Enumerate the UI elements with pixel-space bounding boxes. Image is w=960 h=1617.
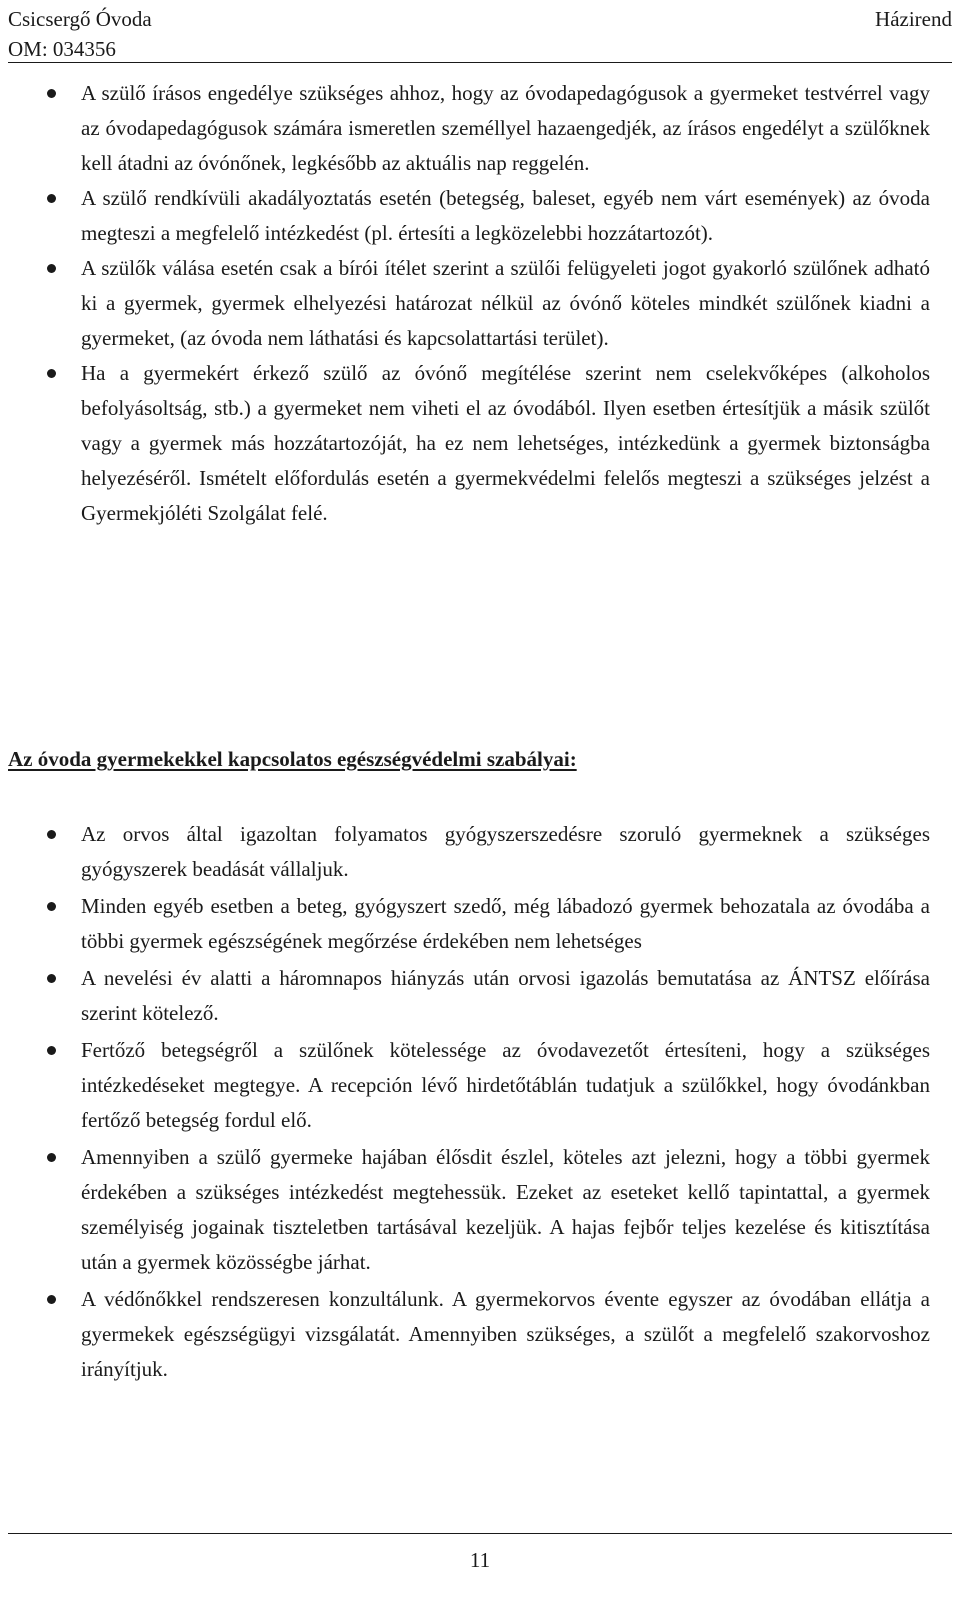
section-heading: Az óvoda gyermekekkel kapcsolatos egészségvédelmi szabályai:	[8, 747, 577, 771]
health-rules-list	[81, 817, 930, 1389]
list-item	[81, 1140, 930, 1280]
list-item-text: Az orvos által igazoltan folyamatos gyógyszerszedésre szoruló gyermeknek a szükséges gyógyszerek beadását vállaljuk.	[81, 822, 930, 881]
page-number: 11	[469, 1548, 491, 1572]
list-item	[81, 76, 930, 181]
list-item	[81, 817, 930, 887]
bullet-icon	[47, 1046, 56, 1055]
header-document-title: Házirend	[875, 7, 952, 31]
list-item	[81, 1282, 930, 1387]
list-item-text: A szülő írásos engedélye szükséges ahhoz, hogy az óvodapedagógusok a gyermeket testvérrel vagy az óvodapedagógusok számára ismeretlen személlyel hazaengedjék, az írásos engedélyt a szülőknek kell átadni az óvónőnek, legkésőbb az aktuális nap reggelén.	[81, 81, 930, 175]
list-item-text: Minden egyéb esetben a beteg, gyógyszert szedő, még lábadozó gyermek behozatala az óvodába a többi gyermek egészségének megőrzése érdekében nem lehetséges	[81, 894, 930, 953]
list-item-text: Fertőző betegségről a szülőnek kötelessége az óvodavezetőt értesíteni, hogy a szükséges intézkedéseket megtegye. A recepción lévő hirdetőtáblán tudatjuk a szülőkkel, hogy óvodánkban fertőző betegség fordul elő.	[81, 1038, 930, 1132]
parent-rules-list	[81, 76, 930, 531]
list-item	[81, 356, 930, 531]
list-item	[81, 889, 930, 959]
list-item	[81, 181, 930, 251]
bullet-icon	[47, 369, 56, 378]
list-item-text: Amennyiben a szülő gyermeke hajában élősdit észlel, köteles azt jelezni, hogy a többi gyermek érdekében a szükséges intézkedést megtehessük. Ezeket az eseteket kellő tapintattal, a gyermek személyiség jogainak tiszteletben tartásával kezeljük. A hajas fejbőr teljes kezelése és kitisztítása után a gyermek közösségbe járhat.	[81, 1145, 930, 1274]
bullet-icon	[47, 1153, 56, 1162]
list-item-text: A szülők válása esetén csak a bírói ítélet szerint a szülői felügyeleti jogot gyakorló szülőnek adható ki a gyermek, gyermek elhelyezési határozat nélkül az óvónő köteles mindkét szülőnek kiadni a gyermeket, (az óvoda nem láthatási és kapcsolattartási terület).	[81, 256, 930, 350]
list-item-text: Ha a gyermekért érkező szülő az óvónő megítélése szerint nem cselekvőképes (alkoholos befolyásoltság, stb.) a gyermeket nem viheti el az óvodából. Ilyen esetben értesítjük a másik szülőt vagy a gyermek más hozzátartozóját, ha ez nem lehetséges, intézkedünk a gyermek biztonságba helyezéséről. Ismételt előfordulás esetén a gyermekvédelmi felelős megteszi a szükséges jelzést a Gyermekjóléti Szolgálat felé.	[81, 361, 930, 525]
header-left-block	[8, 4, 152, 64]
list-item	[81, 251, 930, 356]
list-item-text: A védőnőkkel rendszeresen konzultálunk. A gyermekorvos évente egyszer az óvodában ellátja a gyermekek egészségügyi vizsgálatát. Amennyiben szükséges, a szülőt a megfelelő szakorvoshoz irányítjuk.	[81, 1287, 930, 1381]
header-om-id: OM: 034356	[8, 37, 116, 61]
bullet-icon	[47, 264, 56, 273]
bullet-icon	[47, 974, 56, 983]
list-item-text: A nevelési év alatti a háromnapos hiányzás után orvosi igazolás bemutatása az ÁNTSZ előírása szerint kötelező.	[81, 966, 930, 1025]
list-item	[81, 961, 930, 1031]
bullet-icon	[47, 1295, 56, 1304]
bullet-icon	[47, 194, 56, 203]
list-item-text: A szülő rendkívüli akadályoztatás esetén (betegség, baleset, egyéb nem várt események) az óvoda megteszi a megfelelő intézkedést (pl. értesíti a legközelebbi hozzátartozót).	[81, 186, 930, 245]
header-institution: Csicsergő Óvoda	[8, 7, 152, 31]
list-item	[81, 1033, 930, 1138]
bullet-icon	[47, 89, 56, 98]
bullet-icon	[47, 902, 56, 911]
page-header	[8, 4, 952, 63]
footer-divider	[8, 1533, 952, 1534]
bullet-icon	[47, 830, 56, 839]
